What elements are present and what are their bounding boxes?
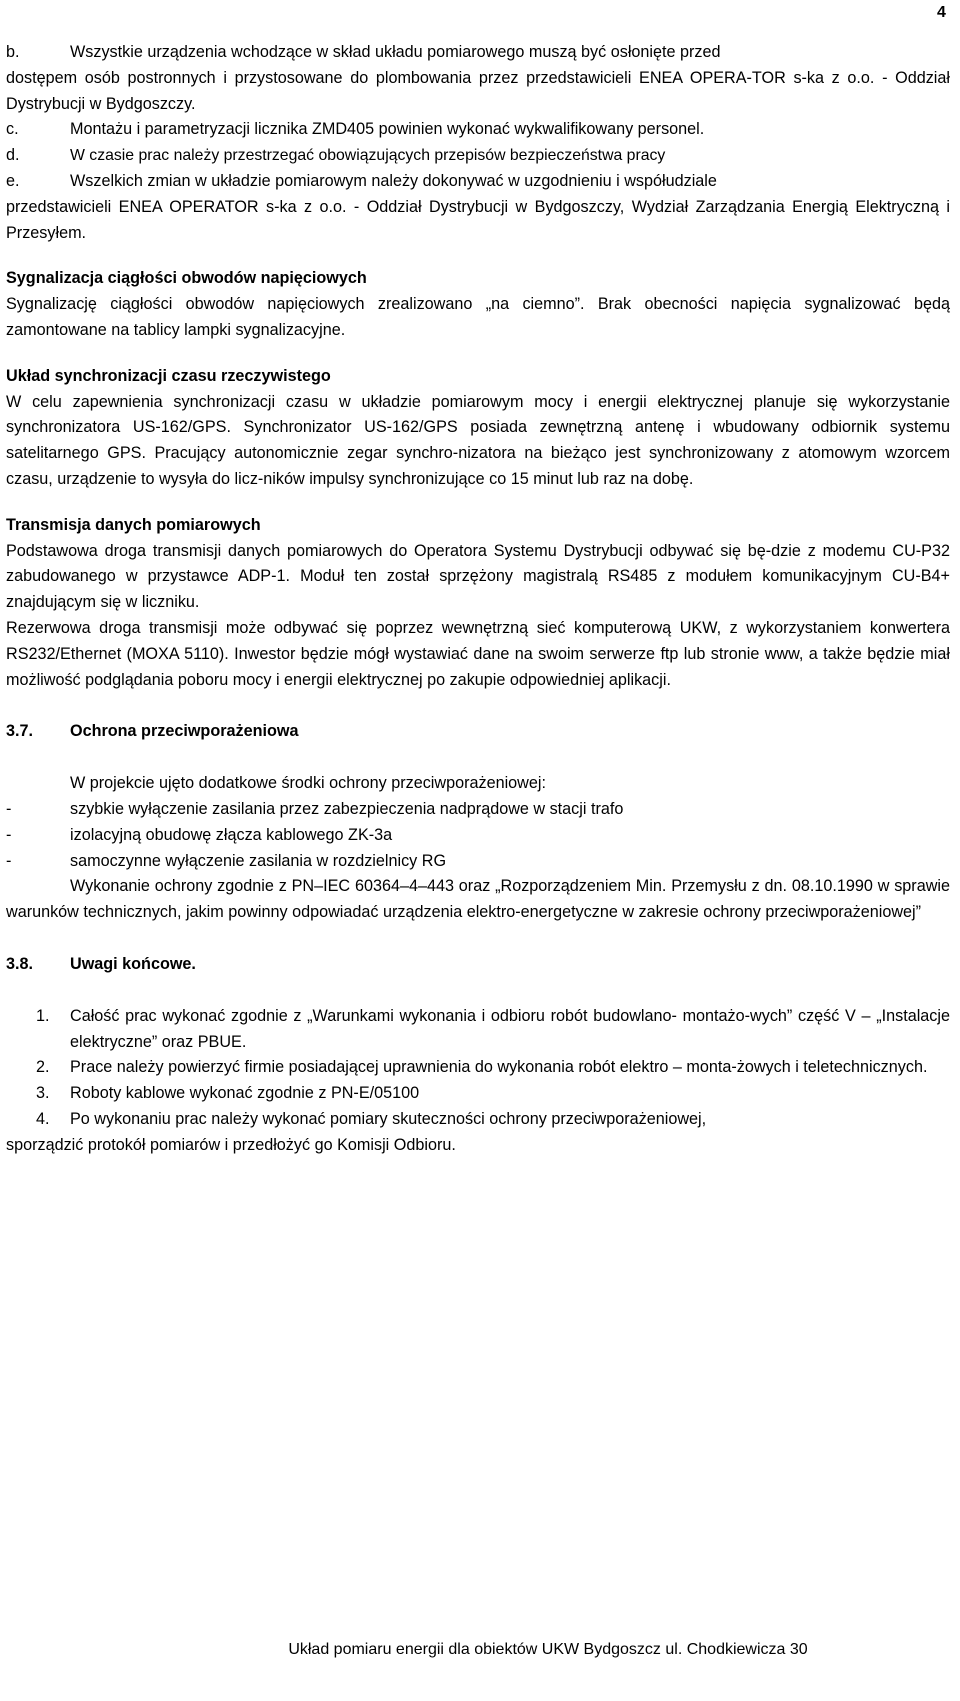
list-item-text: Po wykonaniu prac należy wykonać pomiary skuteczności ochrony przeciwporażeniowej, [70,1109,707,1128]
section-heading-signal: Sygnalizacja ciągłości obwodów napięciowych [6,269,367,288]
section-number: 3.7. [6,722,34,741]
list-item-text: Wszystkie urządzenia wchodzące w skład układu pomiarowego muszą być osłonięte przed [70,43,721,61]
list-item-continuation: przedstawicieli ENEA OPERATOR s-ka z o.o. - Oddział Dystrybucji w Bydgoszczy, Wydział Zarządzania Energią Elektryczną i Przesyłem. [6,197,950,242]
list-item-e [6,169,950,195]
protection-measures-list [6,797,950,874]
list-item [6,797,950,823]
list-item-text: izolacyjną obudowę złącza kablowego ZK-3a [70,825,393,844]
page-number: 4 [937,4,946,21]
list-marker: b. [6,43,20,61]
list-item-continuation: dostępem osób postronnych i przystosowane do plombowania przez przedstawicieli ENEA OPERA-TOR s-ka z o.o. - Oddział Dystrybucji w Bydgoszczy. [6,68,950,113]
section-heading-transmission: Transmisja danych pomiarowych [6,515,261,534]
document-body [6,40,950,1158]
list-marker: 1. [36,1006,50,1025]
section-body-transmission-primary: Podstawowa droga transmisji danych pomiarowych do Operatora Systemu Dystrybucji odbywać się bę-dzie z modemu CU-P32 zabudowanego w przystawce ADP-1. Moduł ten został sprzężony magistralą RS485 z modułem komunikacyjnym CU-B4+ znajdującym się w liczniku. [6,541,950,612]
list-item [6,1107,950,1133]
section-body-signal: Sygnalizację ciągłości obwodów napięciowych zrealizowano „na ciemno”. Brak obecności napięcia sygnalizować będą zamontowane na tablicy lampki sygnalizacyjne. [6,295,950,339]
list-item-text: Całość prac wykonać zgodnie z „Warunkami wykonania i odbioru robót budowlano- montażo-wych” część V – „Instalacje elektryczne” oraz PBUE. [70,1006,950,1051]
list-item-text: samoczynne wyłączenie zasilania w rozdzielnicy RG [70,851,447,870]
list-item [6,849,950,875]
protection-closing: Wykonanie ochrony zgodnie z PN–IEC 60364–4–443 oraz „Rozporządzeniem Min. Przemysłu z dn. 08.10.1990 w sprawie warunków technicznych, jakim powinny odpowiadać urządzenia elektro-energetyczne w zakresie ochrony przeciwporażeniowej” [6,877,950,922]
list-marker: 3. [36,1084,50,1103]
list-item-text: W czasie prac należy przestrzegać obowiązujących przepisów bezpieczeństwa pracy [70,147,666,165]
section-heading-3-8 [6,952,950,978]
list-item-text: Roboty kablowe wykonać zgodnie z PN-E/05100 [70,1084,420,1103]
dash-marker: - [6,851,12,870]
section-body-sync: W celu zapewnienia synchronizacji czasu w układzie pomiarowym mocy i energii elektrycznej planuje się wykorzystanie synchronizatora US-162/GPS. Synchronizator US-162/GPS posiada zewnętrzną antenę i wbudowany odbiornik systemu satelitarnego GPS. Pracujący autonomicznie zegar synchro-nizatora na bieżąco jest synchronizowany z atomowym wzorcem czasu, urządzenie to wysyła do licz-ników impulsy synchronizujące co 15 minut lub raz na dobę. [6,392,950,488]
section-title: Ochrona przeciwporażeniowa [70,722,299,741]
list-item-d [6,143,950,169]
list-marker: 4. [36,1109,50,1128]
dash-marker: - [6,825,12,844]
list-item [6,1004,950,1056]
section-heading-3-7 [6,719,950,745]
section-heading-sync: Układ synchronizacji czasu rzeczywistego [6,366,331,385]
list-item-text: Montażu i parametryzacji licznika ZMD405 powinien wykonać wykwalifikowany personel. [70,120,705,139]
list-item [6,823,950,849]
list-item-text: szybkie wyłączenie zasilania przez zabezpieczenia nadprądowe w stacji trafo [70,799,624,818]
list-item-c [6,117,950,143]
list-item-b [6,40,950,66]
section-number: 3.8. [6,954,34,973]
protection-intro: W projekcie ujęto dodatkowe środki ochrony przeciwporażeniowej: [70,774,546,793]
final-notes-list [6,1004,950,1159]
page-footer: Układ pomiaru energii dla obiektów UKW Bydgoszcz ul. Chodkiewicza 30 [288,1641,808,1658]
list-marker: e. [6,171,20,190]
list-item-text: Prace należy powierzyć firmie posiadającej uprawnienia do wykonania robót elektro – monta-żowych i teletechnicznych. [70,1058,928,1077]
list-item [6,1081,950,1107]
list-item-text: Wszelkich zmian w układzie pomiarowym należy dokonywać w uzgodnieniu i współudziale [70,171,717,190]
section-title: Uwagi końcowe. [70,954,196,973]
list-item-continuation: sporządzić protokół pomiarów i przedłożyć go Komisji Odbioru. [6,1135,456,1154]
list-item [6,1055,950,1081]
section-body-transmission-backup: Rezerwowa droga transmisji może odbywać się poprzez wewnętrzną sieć komputerową UKW, z wykorzystaniem konwertera RS232/Ethernet (MOXA 5110). Inwestor będzie mógł wystawiać dane na swoim serwerze ftp lub stronie www, a także będzie miał możliwość podglądania poboru mocy i energii elektrycznej po zakupie odpowiedniej aplikacji. [6,618,950,689]
list-marker: 2. [36,1058,50,1077]
list-marker: d. [6,146,20,165]
dash-marker: - [6,799,12,818]
requirements-list [6,40,950,246]
list-marker: c. [6,120,19,139]
